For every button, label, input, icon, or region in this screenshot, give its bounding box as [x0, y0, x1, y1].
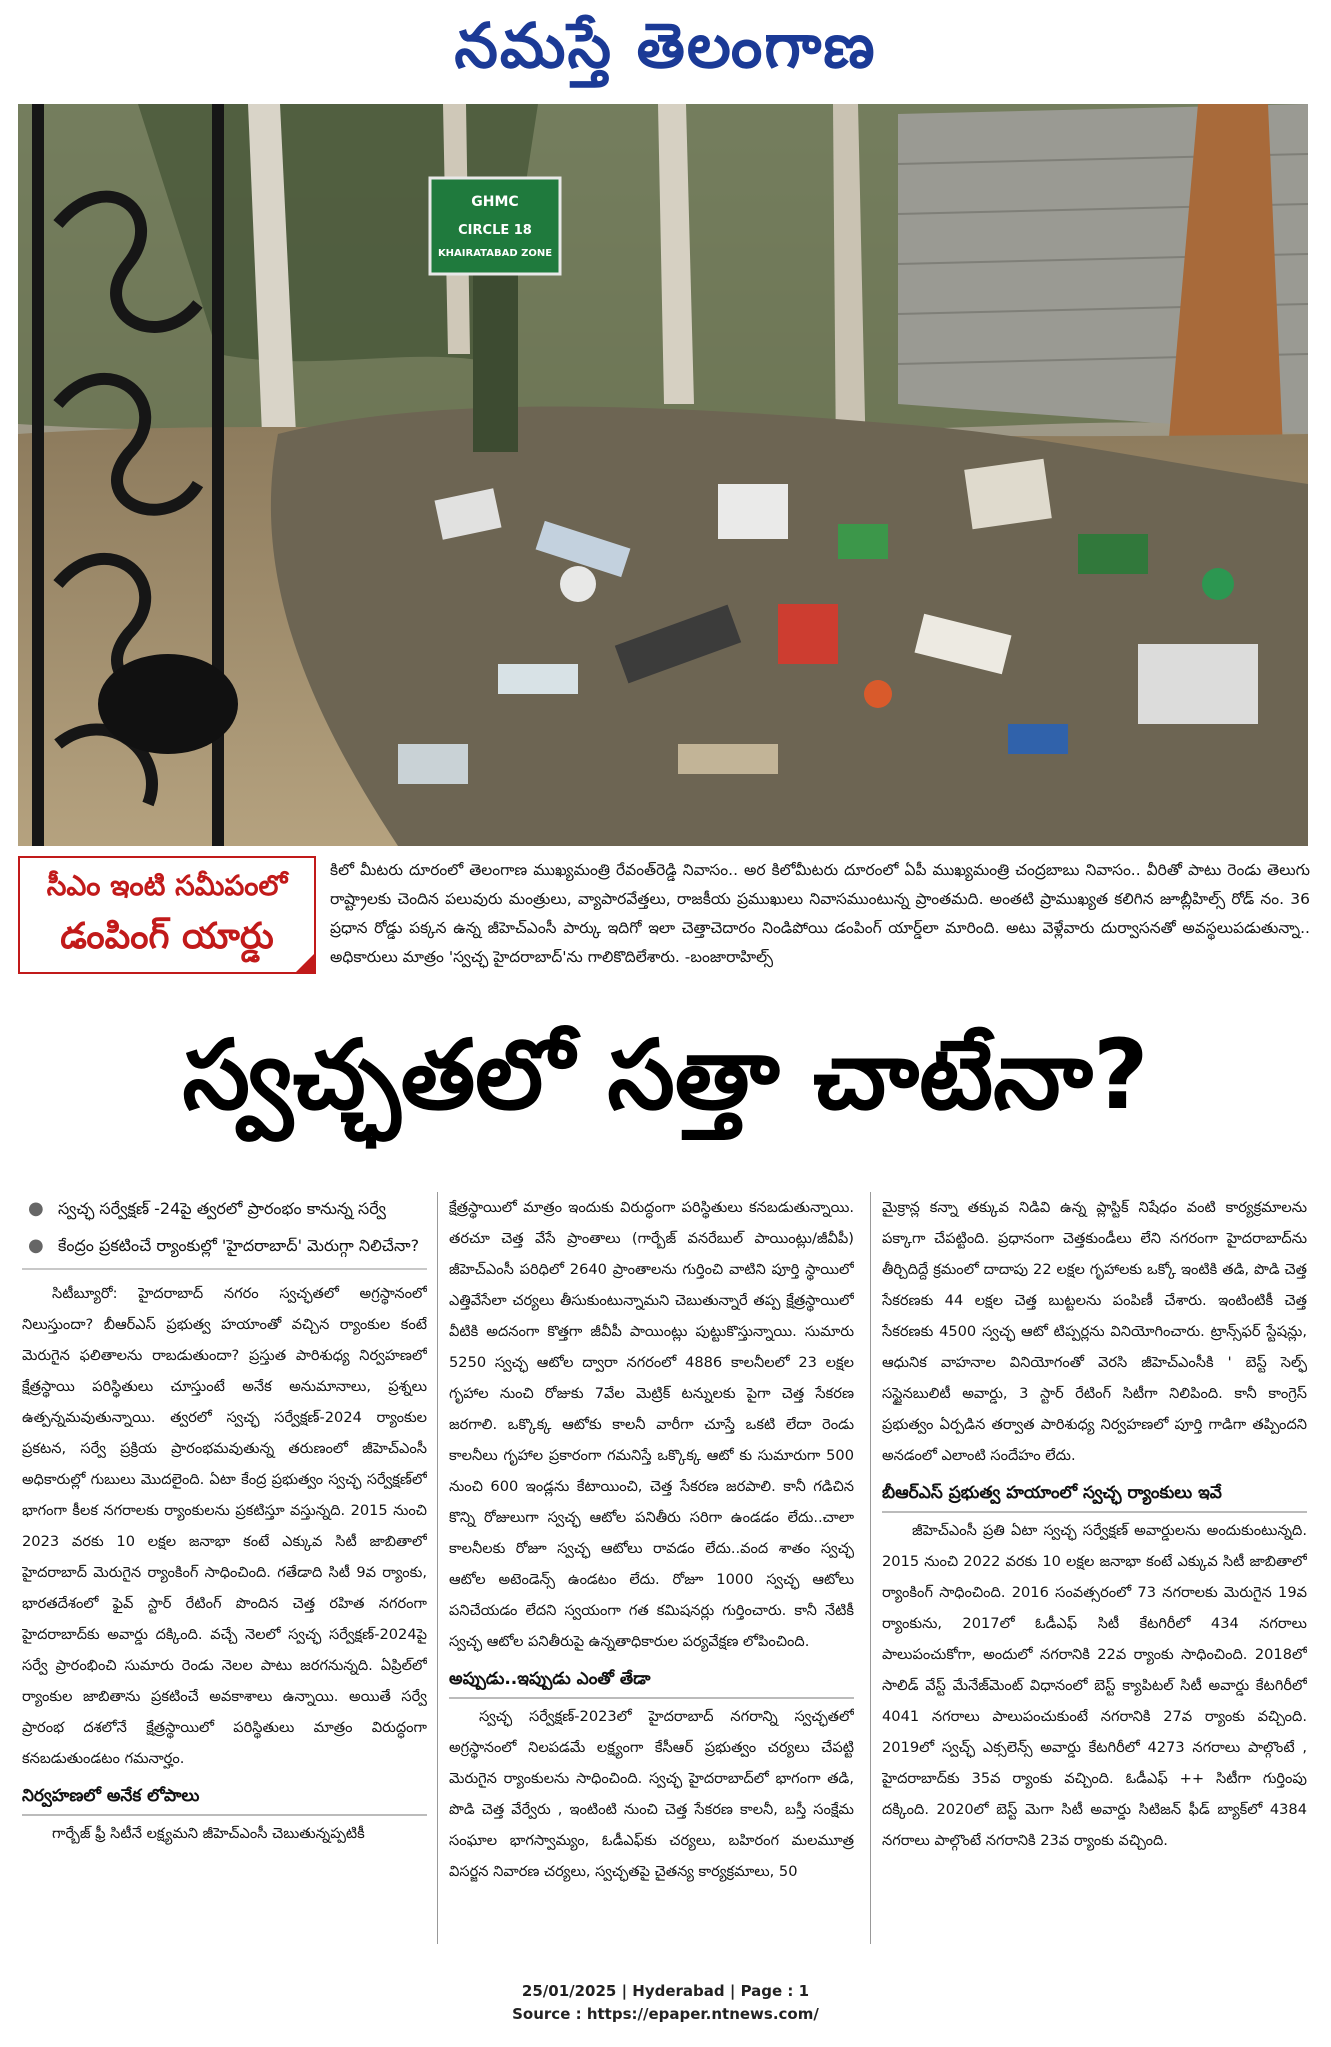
- section-subhead: నిర్వహణలో అనేక లోపాలు: [22, 1778, 427, 1816]
- newspaper-masthead: నమస్తే తెలంగాణ: [454, 9, 877, 82]
- section-subhead: అప్పుడు..ఇప్పుడు ఎంతో తేడా: [449, 1661, 854, 1699]
- bullet-point-2: [22, 1229, 427, 1262]
- article-column-1: [22, 1192, 427, 1944]
- bullet-point-1: [22, 1192, 427, 1225]
- tag-corner-mark: [294, 952, 316, 974]
- bullets-divider: [22, 1268, 427, 1270]
- bullet-dot-icon: ●: [28, 1198, 44, 1219]
- article-paragraph: సిటీబ్యూరో: హైదరాబాద్ నగరం స్వచ్ఛతలో అగ్రస్థానంలో నిలుస్తుందా? బీఆర్‌ఎస్ ప్రభుత్వ హయాంతో వచ్చిన ర్యాంకుల కంటే మెరుగైన ఫలితాలను రాబడుతుందా? ప్రస్తుత పారిశుధ్య నిర్వహణలో క్షేత్రస్థాయి పరిస్థితులు చూస్తుంటే అనేక అనుమానాలు, ప్రశ్నలు ఉత్పన్నమవుతున్నాయి. త్వరలో స్వచ్ఛ సర్వేక్షణ్-2024 ర్యాంకుల ప్రకటన, సర్వే ప్రక్రియ ప్రారంభమవుతున్న తరుణంలో జీహెచ్‌ఎంసీ అధికారుల్లో గుబులు మొదలైంది. ఏటా కేంద్ర ప్రభుత్వం స్వచ్ఛ సర్వేక్షణ్‌లో భాగంగా కీలక నగరాలకు ర్యాంకులను ప్రకటిస్తూ వస్తున్నది. 2015 నుంచి 2023 వరకు 10 లక్షల జనాభా కంటే ఎక్కువ సిటీ జాబితాలో హైదరాబాద్ మెరుగైన ర్యాంకింగ్ సాధించింది. గతేడాది సిటీ 9వ ర్యాంకు, భారతదేశంలో ఫైవ్ స్టార్ రేటింగ్ పొందిన చెత్త రహిత నగరంగా హైదరాబాద్‌కు అవార్డు దక్కింది. వచ్చే నెలలో స్వచ్ఛ సర్వేక్షణ్-2024పై సర్వే ప్రారంభించి సుమారు రెండు నెలల పాటు జరగనున్నది. ఏప్రిల్‌లో ర్యాంకుల జాబితాను ప్రకటించే అవకాశాలు ఉన్నాయి. అయితే సర్వే ప్రారంభ దశలోనే క్షేత్రస్థాయిలో పరిస్థితులు మాత్రం విరుద్ధంగా కనబడుతుండటం గమనార్హం.: [22, 1285, 427, 1767]
- article-column-3: [882, 1192, 1307, 1944]
- column-divider-2: [870, 1192, 871, 1944]
- news-photo-garbage-park: [18, 104, 1308, 846]
- bullet-dot-icon: ●: [28, 1235, 44, 1256]
- article-paragraph: స్వచ్ఛ సర్వేక్షణ్-2023లో హైదరాబాద్ నగరాన్ని స్వచ్ఛతలో అగ్రస్థానంలో నిలపడమే లక్ష్యంగా కేసీఆర్ ప్రభుత్వం చర్యలు చేపట్టి మెరుగైన ర్యాంకులను సాధించింది. స్వచ్ఛ హైదరాబాద్‌లో భాగంగా తడి, పొడి చెత్త వేర్వేరు , ఇంటింటి నుంచి చెత్త సేకరణ కాలనీ, బస్తీ సంక్షేమ సంఘాల భాగస్వామ్యం, ఓడీఎఫ్‌కు చర్యలు, బహిరంగ మలమూత్ర విసర్జన నివారణ చర్యలు, స్వచ్ఛతపై చైతన్య కార్యక్రమాలు, 50: [449, 1708, 854, 1880]
- photo-caption: కిలో మీటరు దూరంలో తెలంగాణ ముఖ్యమంత్రి రేవంత్‌రెడ్డి నివాసం.. అర కిలోమీటరు దూరంలో ఏపీ ముఖ్యమంత్రి చంద్రబాబు నివాసం.. వీరితో పాటు రెండు తెలుగు రాష్ట్రాలకు చెందిన పలువురు మంత్రులు, వ్యాపారవేత్తలు, రాజకీయ ప్రముఖులు నివాసముంటున్న ప్రాంతమది. అంతటి ప్రాముఖ్యత కలిగిన జూబ్లీహిల్స్ రోడ్ నం. 36 ప్రధాన రోడ్డు పక్కన ఉన్న జీహెచ్‌ఎంసీ పార్కు ఇదిగో ఇలా చెత్తాచెదారం నిండిపోయి డంపింగ్ యార్డ్‌లా మారింది. అటు వెళ్లేవారు దుర్వాసనతో అవస్థలుపడుతున్నా.. అధికారులు మాత్రం 'స్వచ్ఛ హైదరాబాద్'ను గాలికొదిలేశారు. -బంజారాహిల్స్: [330, 861, 1310, 966]
- photo-tag-line2: డంపింగ్ యార్డు: [60, 916, 274, 957]
- bullet-text: కేంద్రం ప్రకటించే ర్యాంకుల్లో 'హైదరాబాద్' మెరుగ్గా నిలిచేనా?: [58, 1236, 420, 1255]
- sign-ghmc-text: GHMC: [471, 194, 519, 210]
- section-subhead: బీఆర్‌ఎస్ ప్రభుత్వ హయాంలో స్వచ్ఛ ర్యాంకులు ఇవే: [882, 1475, 1307, 1513]
- photo-tag-line1: సీఎం ఇంటి సమీపంలో: [46, 869, 288, 902]
- column-divider-1: [437, 1192, 438, 1944]
- footer-date-page: 25/01/2025 | Hyderabad | Page : 1: [521, 1982, 810, 2000]
- article-paragraph: క్షేత్రస్థాయిలో మాత్రం ఇందుకు విరుద్ధంగా పరిస్థితులు కనబడుతున్నాయి. తరచూ చెత్త వేసే ప్రాంతాలు (గార్బేజ్ వనరేబుల్ పాయింట్లు/జీవీపీ) జీహెచ్‌ఎంసీ పరిధిలో 2640 ప్రాంతాలను గుర్తించి వాటిని పూర్తి స్థాయిలో ఎత్తివేసేలా చర్యలు తీసుకుంటున్నామని చెబుతున్నారే తప్ప క్షేత్రస్థాయిలో వీటికి అదనంగా కొత్తగా జీవీపీ పాయింట్లు పుట్టుకొస్తున్నాయి. సుమారు 5250 స్వచ్ఛ ఆటోల ద్వారా నగరంలో 4886 కాలనీలలో 23 లక్షల గృహాల నుంచి రోజుకు 7వేల మెట్రిక్ టన్నులకు పైగా చెత్త సేకరణ జరగాలి. ఒక్కొక్క ఆటోకు కాలనీ వారీగా చూస్తే ఒకటి లేదా రెండు కాలనీలు గృహాల ప్రకారంగా గమనిస్తే ఒక్కొక్క ఆటో కు సుమారుగా 500 నుంచి 600 ఇండ్లను కేటాయించి, చెత్త సేకరణ జరపాలి. కానీ గడిచిన కొన్ని రోజులుగా స్వచ్ఛ ఆటోల పనితీరు సరిగా ఉండడం లేదు..చాలా కాలనీలకు రోజూ స్వచ్ఛ ఆటోలు రావడం లేదు..వంద శాతం స్వచ్ఛ ఆటోల అటెండెన్స్ ఉండటం లేదు. రోజూ 1000 స్వచ్ఛ ఆటోలు పనిచేయడం లేదని స్వయంగా గత కమిషనర్లు గుర్తించారు. కానీ నేటికీ స్వచ్ఛ ఆటోల పనితీరుపై ఉన్నతాధికారుల పర్యవేక్షణ లోపించింది.: [449, 1199, 854, 1650]
- article-paragraph: గార్బేజ్ ఫ్రీ సిటీనే లక్ష్యమని జీహెచ్‌ఎంసీ చెబుతున్నప్పటికీ: [52, 1825, 365, 1842]
- article-column-2: [449, 1192, 854, 1944]
- article-paragraph: జీహెచ్‌ఎంసీ ప్రతి ఏటా స్వచ్ఛ సర్వేక్షణ్ అవార్డులను అందుకుంటున్నది. 2015 నుంచి 2022 వరకు 10 లక్షల జనాభా కంటే ఎక్కువ సిటీ జాబితాలో ర్యాంకింగ్ సాధించింది. 2016 సంవత్సరంలో 73 నగరాలకు మెరుగైన 19వ ర్యాంకును, 2017లో ఓడీఎఫ్ సిటీ కేటగిరీలో 434 నగరాలు పాలుపంచుకోగా, అందులో నగరానికి 22వ ర్యాంకు సాధించింది. 2018లో సాలిడ్ వేస్ట్ మేనేజ్‌మెంట్ విధానంలో బెస్ట్ క్యాపిటల్ సిటీ అవార్డు కేటగిరీలో 4041 నగరాలు పాలుపంచుకుంటే నగరానికి 27వ ర్యాంకు వచ్చింది. 2019లో స్వచ్ఛ్ ఎక్సలెన్స్ అవార్డు కేటగిరీలో 4273 నగరాలు పాల్గొంటే , హైదరాబాద్‌కు 35వ ర్యాంకు వచ్చింది. ఓడీఎఫ్ ++ సిటీగా గుర్తింపు దక్కింది. 2020లో బెస్ట్ మెగా సిటీ అవార్డు సిటిజన్ ఫీడ్ బ్యాక్‌లో 4384 నగరాలు పాల్గొంటే నగరానికి 23వ ర్యాంకు వచ్చింది.: [882, 1522, 1307, 1849]
- article-paragraph: మైక్రాన్ల కన్నా తక్కువ నిడివి ఉన్న ప్లాస్టిక్ నిషేధం వంటి కార్యక్రమాలను పక్కాగా చేపట్టింది. ప్రధానంగా చెత్తకుండీలు లేని నగరంగా హైదరాబాద్‌ను తీర్చిదిద్దే క్రమంలో దాదాపు 22 లక్షల గృహాలకు ఒక్కో ఇంటికి తడి, పొడి చెత్త సేకరణకు 44 లక్షల చెత్త బుట్టలను పంపిణీ చేశారు. ఇంటింటికీ చెత్త సేకరణకు 4500 స్వచ్ఛ ఆటో టిప్పర్లను వినియోగించారు. ట్రాన్స్‌ఫర్ స్టేషన్లు, ఆధునిక వాహనాల వినియోగంతో వెరసి జీహెచ్‌ఎంసీకి ' బెస్ట్ సెల్ఫ్ సస్టైనబులిటీ అవార్డు, 3 స్టార్ రేటింగ్ సిటీగా నిలిపింది. కానీ కాంగ్రెస్ ప్రభుత్వం ఏర్పడిన తర్వాత పారిశుధ్య నిర్వహణలో పూర్తి గాడిగా తప్పిందని అనడంలో ఎలాంటి సందేహం లేదు.: [882, 1199, 1307, 1464]
- sign-zone-text: KHAIRATABAD ZONE: [437, 248, 553, 259]
- main-headline: స్వచ్ఛతలో సత్తా చాటేనా?: [182, 1019, 1149, 1131]
- footer-source-link[interactable]: Source : https://epaper.ntnews.com/: [512, 2005, 819, 2023]
- sign-circle-text: CIRCLE 18: [458, 223, 532, 238]
- bullet-text: స్వచ్ఛ సర్వేక్షణ్ -24పై త్వరలో ప్రారంభం కానున్న సర్వే: [58, 1199, 387, 1218]
- photo-tag-box: [18, 856, 316, 974]
